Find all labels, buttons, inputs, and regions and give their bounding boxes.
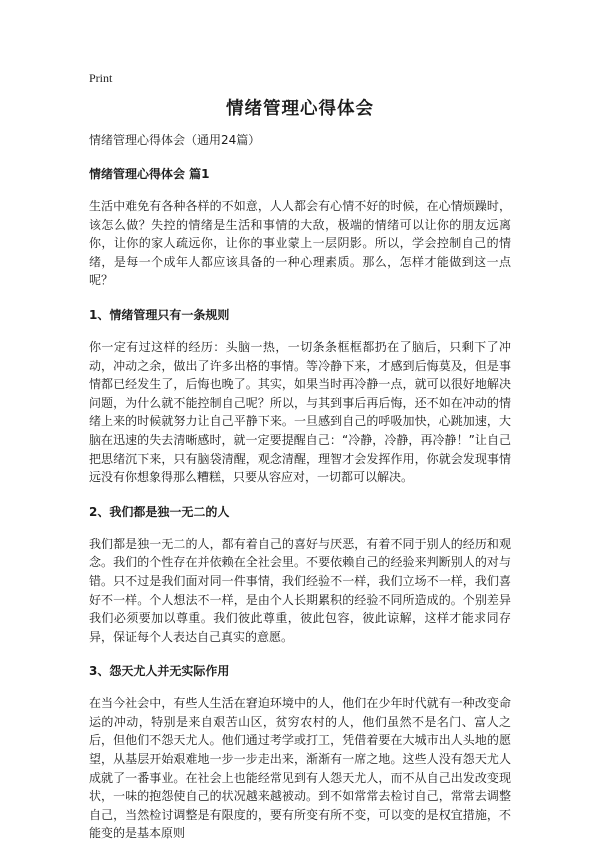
intro-paragraph: 生活中难免有各种各样的不如意，人人都会有心情不好的时候，在心情烦躁时，该怎么做？失控的情绪是生活和事情的大敌，极端的情绪可以让你的朋友远离你，让你的家人疏远你，让你的事业蒙上一层阴影。所以，学会控制自己的情绪，是每一个成年人都应该具备的一种心理素质。那么，怎样才能做到这一点呢？ bbox=[89, 199, 511, 288]
print-link[interactable]: Print bbox=[89, 71, 113, 85]
point-heading-1: 1、情绪管理只有一条规则 bbox=[89, 307, 230, 322]
point-body-3: 在当今社会中，有些人生活在窘迫环境中的人，他们在少年时代就有一种改变命运的冲动，特别是来自艰苦山区，贫穷农村的人，他们虽然不是名门、富人之后，但他们不怨天尤人。他们通过考学或打工，凭借着要在大城市出人头地的愿望，从基层开始艰难地一步一步走出来，渐渐有一席之地。这些人没有怨天尤人成就了一番事业。在社会上也能经常见到有人怨天尤人，而不从自己出发改变现状，一味的抱怨使自己的状况越来越被动。到不如常常去检讨自己，常常去调整自己，当然检讨调整是有限度的，要有所变有所不变，可以变的是权宜措施，不能变的是基本原则 bbox=[89, 696, 511, 841]
point-heading-3: 3、怨天尤人并无实际作用 bbox=[89, 664, 230, 679]
point-body-1: 你一定有过这样的经历：头脑一热，一切条条框框都扔在了脑后，只剩下了冲动，冲动之余，做出了许多出格的事情。等冷静下来，才感到后悔莫及，但是事情都已经发生了，后悔也晚了。其实，如果当时再冷静一点，就可以很好地解决问题，为什么就不能控制自己呢？所以，与其到事后再后悔，还不如在冲动的情绪上来的时候就努力让自己平静下来。一旦感到自己的呼吸加快，心跳加速，大脑在迅速的失去清晰感时，就一定要提醒自己：“冷静，冷静，再冷静！”让自己把思绪沉下来，只有脑袋清醒，观念清醒，理智才会发挥作用，你就会发现事情远没有你想象得那么糟糕，只要从容应对，一切都可以解决。 bbox=[89, 339, 511, 485]
document-title: 情绪管理心得体会 bbox=[226, 99, 374, 119]
point-body-2: 我们都是独一无二的人，都有着自己的喜好与厌恶，有着不同于别人的经历和观念。我们的个性存在并依赖在全社会里。不要依赖自己的经验来判断别人的对与错。只不过是我们面对同一件事情，我们经验不一样，我们立场不一样，我们喜好不一样。个人想法不一样，是由个人长期累积的经验不同所造成的。个别差异我们必须要加以尊重。我们彼此尊重，彼此包容，彼此谅解，这样才能求同存异，保证每个人表达自己真实的意愿。 bbox=[89, 536, 511, 644]
point-heading-2: 2、我们都是独一无二的人 bbox=[89, 504, 230, 519]
document-subtitle: 情绪管理心得体会（通用24篇） bbox=[89, 133, 261, 147]
document-body bbox=[89, 131, 511, 859]
section-title: 情绪管理心得体会 篇1 bbox=[89, 167, 210, 181]
